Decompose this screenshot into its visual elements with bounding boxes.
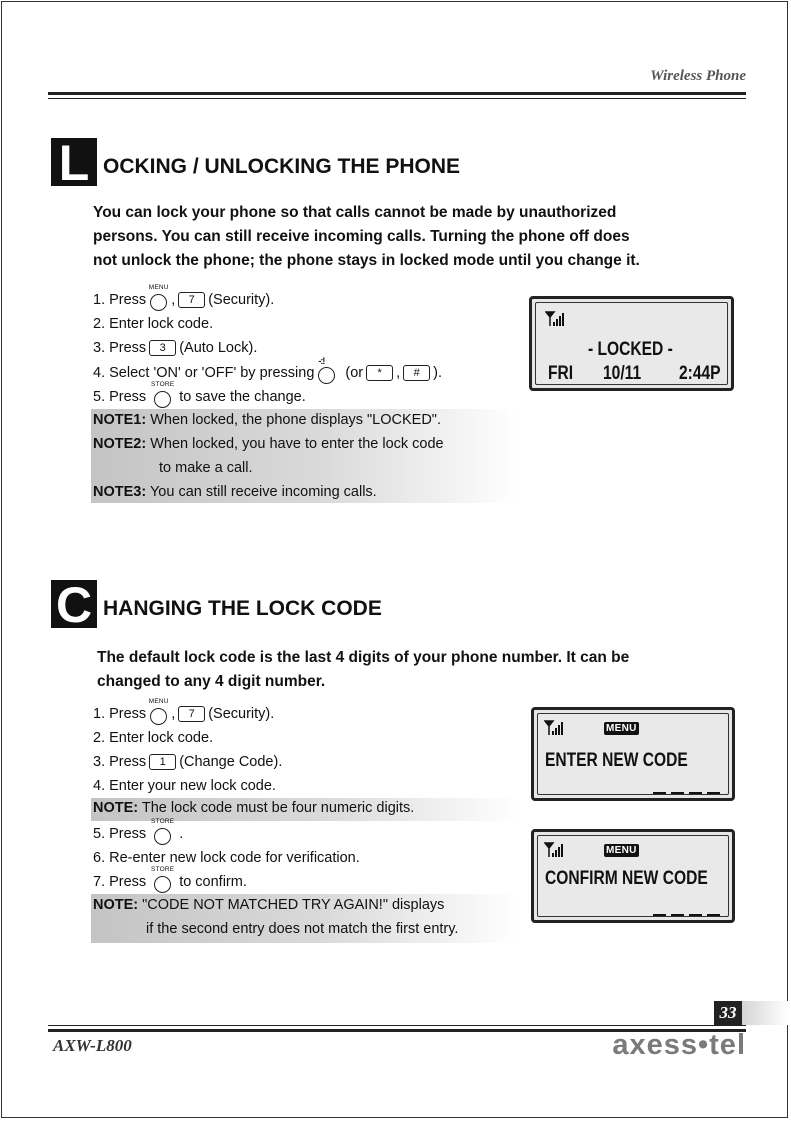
changing-step-5	[93, 817, 184, 845]
step-text: 4. Select 'ON' or 'OFF' by pressing	[93, 365, 315, 381]
changing-step-3	[93, 751, 282, 773]
separator: ,	[171, 706, 176, 722]
lcd-screen	[535, 302, 728, 385]
lcd-time: 2:44P	[679, 363, 721, 384]
signal-strength-icon	[544, 720, 566, 736]
step-text: to confirm.	[179, 874, 247, 890]
note-label: NOTE:	[93, 800, 139, 816]
lcd-confirm-code-display	[531, 829, 735, 923]
changing-step-6: 6. Re-enter new lock code for verification.	[93, 850, 360, 866]
key-label: MENU	[148, 283, 169, 291]
locking-intro-line: persons. You can still receive incoming calls. Turning the phone off does	[93, 228, 630, 245]
locking-step-4	[93, 355, 443, 384]
store-key-icon	[151, 865, 175, 893]
step-text: 3. Press	[93, 340, 147, 356]
step-text: .	[179, 826, 184, 842]
note-label: NOTE:	[93, 897, 139, 913]
lcd-day: FRI	[548, 363, 574, 384]
locking-intro-line: not unlock the phone; the phone stays in locked mode until you change it.	[93, 252, 640, 269]
step-text: 1. Press	[93, 706, 147, 722]
changing-intro	[97, 646, 629, 694]
changing-note-b-cont: if the second entry does not match the first entry.	[146, 921, 459, 937]
lcd-code-placeholder	[653, 792, 720, 794]
key-label: MENU	[148, 697, 169, 705]
note-label: NOTE2:	[93, 436, 147, 452]
locking-note-3	[93, 484, 377, 500]
lcd-enter-code-display	[531, 707, 735, 801]
page-number-tab	[714, 1001, 788, 1025]
step-text: to save the change.	[179, 389, 306, 405]
note-text: You can still receive incoming calls.	[149, 484, 377, 500]
lcd-screen	[537, 835, 729, 917]
talk-key-icon: -:!	[318, 367, 335, 384]
store-key-icon	[151, 380, 175, 408]
signal-strength-icon	[545, 311, 567, 327]
locking-initial-letter: L	[51, 138, 97, 186]
lcd-enter-code-text: ENTER NEW CODE	[545, 750, 688, 771]
separator: ,	[396, 365, 401, 381]
changing-step-7	[93, 865, 247, 893]
lcd-locked-display	[529, 296, 734, 391]
step-text: (Change Code).	[179, 754, 283, 770]
locking-intro-line: You can lock your phone so that calls cannot be made by unauthorized	[93, 204, 617, 221]
locking-title: OCKING / UNLOCKING THE PHONE	[103, 155, 461, 178]
lcd-screen	[537, 713, 729, 795]
locking-section-heading	[51, 135, 531, 191]
menu-key-icon	[148, 697, 169, 725]
number-key-icon: 1	[149, 754, 176, 770]
key-label: STORE	[151, 865, 175, 873]
key-label: STORE	[151, 380, 175, 388]
step-text: 1. Press	[93, 292, 147, 308]
note-text: "CODE NOT MATCHED TRY AGAIN!" displays	[142, 897, 445, 913]
note-label: NOTE1:	[93, 412, 147, 428]
menu-key-icon	[148, 283, 169, 311]
separator: ,	[171, 292, 176, 308]
lcd-status-text: - LOCKED -	[588, 339, 673, 360]
locking-note-2-cont: to make a call.	[159, 460, 253, 476]
hash-key-icon: #	[403, 365, 430, 381]
note-text: When locked, the phone displays "LOCKED".	[150, 412, 441, 428]
changing-note-a	[93, 800, 414, 816]
lcd-code-placeholder	[653, 914, 720, 916]
changing-intro-line: changed to any 4 digit number.	[97, 673, 326, 690]
page-number: 33	[714, 1001, 742, 1025]
locking-step-2: 2. Enter lock code.	[93, 316, 214, 332]
key-label: STORE	[151, 817, 175, 825]
locking-step-3	[93, 337, 257, 359]
note-label: NOTE3:	[93, 484, 147, 500]
footer-rule-thin	[48, 1025, 746, 1026]
changing-step-2: 2. Enter lock code.	[93, 730, 214, 746]
step-text: (Security).	[208, 706, 275, 722]
store-key-icon	[151, 817, 175, 845]
signal-strength-icon	[544, 842, 566, 858]
note-text: The lock code must be four numeric digits.	[141, 800, 415, 816]
brand-logo: axess•tel	[612, 1029, 746, 1061]
header-rule-thin	[48, 98, 746, 99]
step-text: 5. Press	[93, 826, 147, 842]
locking-note-1	[93, 412, 441, 428]
changing-intro-line: The default lock code is the last 4 digits of your phone number. It can be	[97, 649, 630, 666]
changing-step-1	[93, 697, 275, 725]
number-key-icon: 7	[178, 706, 205, 722]
step-text: ).	[433, 365, 443, 381]
changing-title: HANGING THE LOCK CODE	[103, 597, 382, 620]
changing-step-4: 4. Enter your new lock code.	[93, 778, 276, 794]
lcd-date: 10/11	[603, 363, 642, 384]
star-key-icon: *	[366, 365, 393, 381]
number-key-icon: 7	[178, 292, 205, 308]
model-number: AXW-L800	[53, 1036, 132, 1055]
step-text: (or	[345, 365, 364, 381]
changing-note-b	[93, 897, 444, 913]
locking-step-1	[93, 283, 275, 311]
note-text: When locked, you have to enter the lock code	[150, 436, 444, 452]
lcd-confirm-code-text: CONFIRM NEW CODE	[545, 868, 708, 889]
locking-intro	[93, 201, 640, 273]
header-title: Wireless Phone	[650, 68, 746, 84]
lcd-menu-badge: MENU	[606, 723, 637, 734]
step-text: (Security).	[208, 292, 275, 308]
step-text: (Auto Lock).	[179, 340, 258, 356]
step-text: 7. Press	[93, 874, 147, 890]
changing-initial-letter: C	[51, 580, 97, 628]
header-rule-thick	[48, 92, 746, 95]
changing-section-heading	[51, 577, 471, 633]
step-text: 5. Press	[93, 389, 147, 405]
step-text: 3. Press	[93, 754, 147, 770]
number-key-icon: 3	[149, 340, 176, 356]
locking-step-5	[93, 380, 306, 408]
lcd-menu-badge: MENU	[606, 845, 637, 856]
locking-note-2	[93, 436, 444, 452]
